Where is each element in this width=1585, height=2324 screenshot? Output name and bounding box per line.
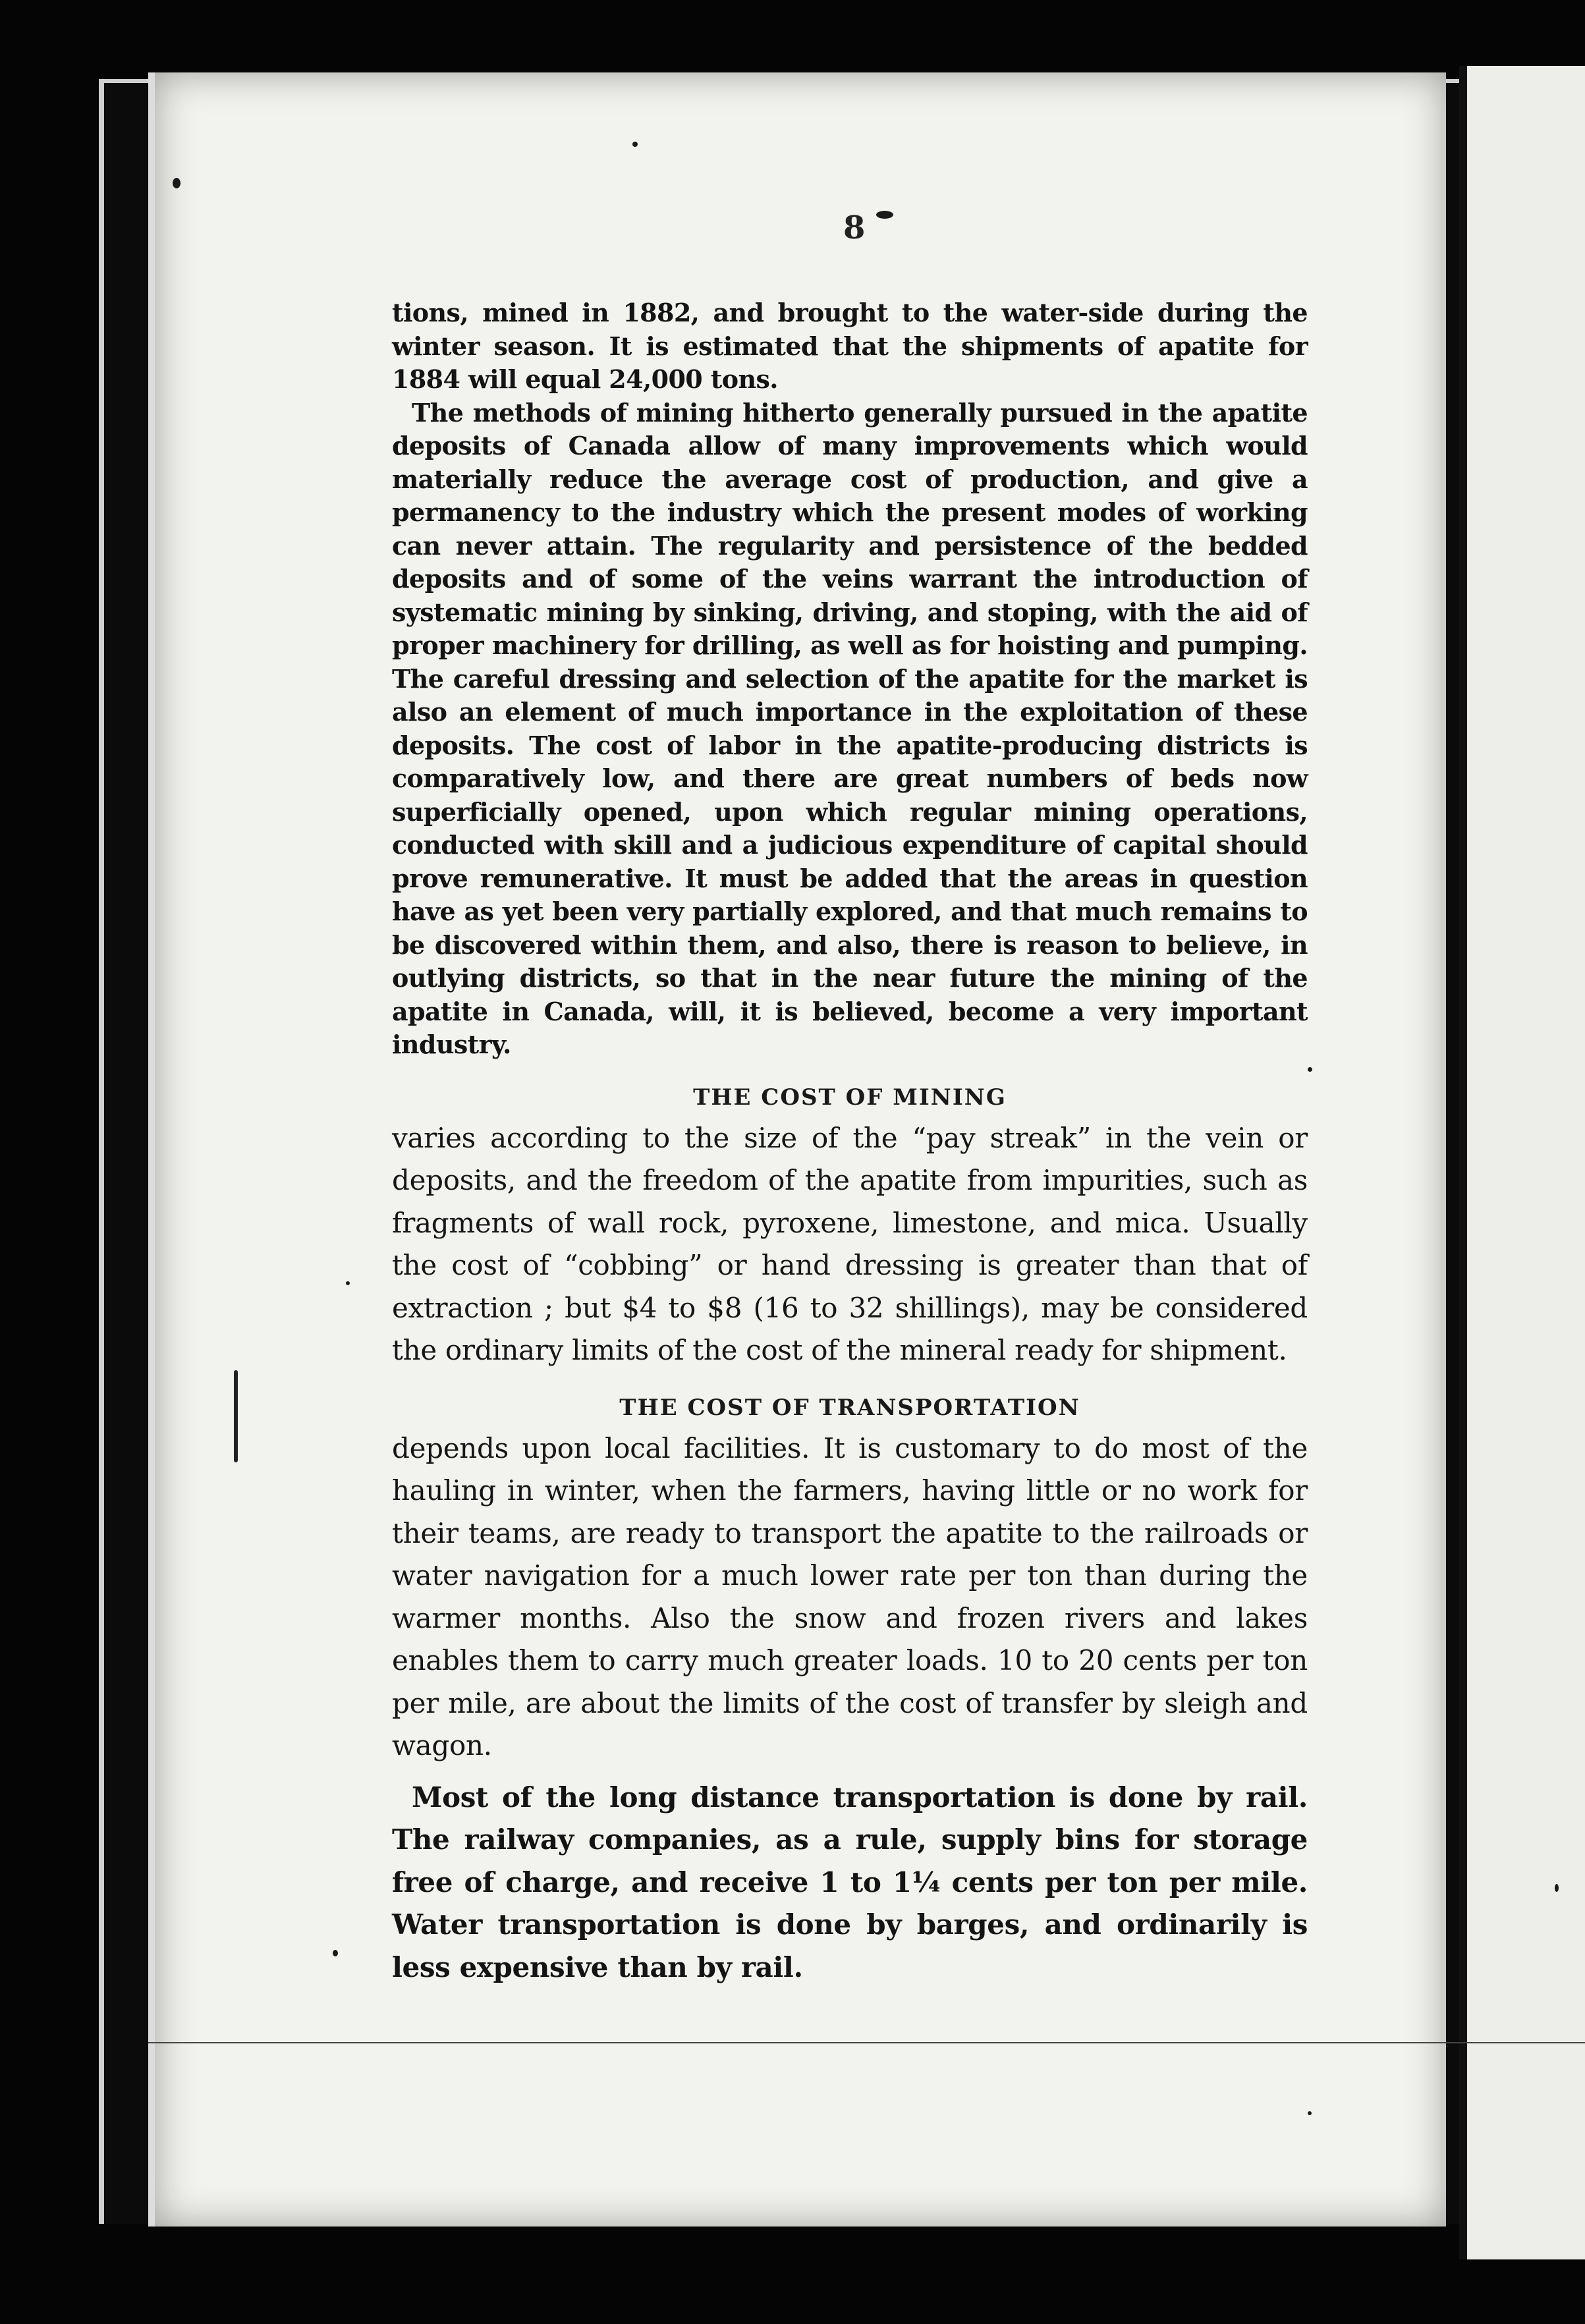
section-cost-of-mining xyxy=(392,1117,1308,1372)
page-number: 8 xyxy=(843,209,866,246)
margin-pencil-mark xyxy=(234,1370,238,1462)
dust-speck xyxy=(1555,1884,1559,1892)
dust-speck xyxy=(173,178,181,188)
dust-speck xyxy=(876,211,893,219)
top-text-block xyxy=(392,296,1308,1062)
paragraph-mining-methods: The methods of mining hitherto generally pursued in the apatite deposits of Canada allow of many improvements which would materially reduce the average cost of production, and give a permanency to the industry which the present modes of working can never attain. The regularity and persistence of the bedded deposits and of some of the veins warrant the introduction of systematic mining by sinking, driving, and stoping, with the aid of proper machinery for drilling, as well as for hoisting and pumping. The careful dressing and selection of the apatite for the market is also an element of much importance in the exploitation of these deposits. The cost of labor in the apatite-producing districts is comparatively low, and there are great numbers of beds now superficially opened, upon which regular mining operations, conducted with skill and a judicious expenditure of capital should prove remunerative. It must be added that the areas in question have as yet been very partially explored, and that much remains to be discovered within them, and also, there is reason to believe, in outlying districts, so that in the near future the mining of the apatite in Canada, will, it is believed, become a very important industry. xyxy=(392,397,1308,1059)
dust-speck xyxy=(346,1281,350,1285)
scan-crease-line xyxy=(148,2042,1585,2043)
heading-cost-of-mining: THE COST OF MINING xyxy=(693,1084,1007,1111)
paragraph-cost-of-mining: varies according to the size of the “pay streak” in the vein or deposits, and the freedom of the apatite from impurities, such as fragments of wall rock, pyroxene, limestone, and mica. Usually the cost of “cobbing” or hand dressing is greater than that of extraction ; but $4 to $8 (16 to 32 shillings), may be considered the ordinary limits of the cost of the mineral ready for shipment. xyxy=(392,1121,1308,1366)
closing-text-block xyxy=(392,1777,1308,1989)
paragraph-continuation: tions, mined in 1882, and brought to the water-side during the winter season. It is estimated that the shipments of apatite for 1884 will equal 24,000 tons. xyxy=(392,298,1308,394)
paragraph-cost-of-transportation: depends upon local facilities. It is customary to do most of the hauling in winter, when the farmers, having little or no work for their teams, are ready to transport the apatite to the railroads or water navigation for a much lower rate per ton than during the warmer months. Also the snow and frozen rivers and lakes enables them to carry much greater loads. 10 to 20 cents per ton per mile, are about the limits of the cost of transfer by sleigh and wagon. xyxy=(392,1431,1308,1761)
section-cost-of-transportation xyxy=(392,1427,1308,1767)
page-body xyxy=(392,296,1308,1989)
dust-speck xyxy=(1308,1067,1312,1072)
heading-cost-of-transportation: THE COST OF TRANSPORTATION xyxy=(619,1394,1080,1421)
adjacent-page-edge xyxy=(1459,66,1585,2259)
dust-speck xyxy=(632,142,638,147)
paragraph-long-distance-transport: Most of the long distance transportation is done by rail. The railway companies, as a rule, supply bins for storage free of charge, and receive 1 to 1¼ cents per ton per mile. Water transportation is done by barges, and ordinarily is less expensive than by rail. xyxy=(392,1781,1308,1983)
dust-speck xyxy=(1308,2111,1312,2115)
dust-speck xyxy=(333,1950,338,1956)
